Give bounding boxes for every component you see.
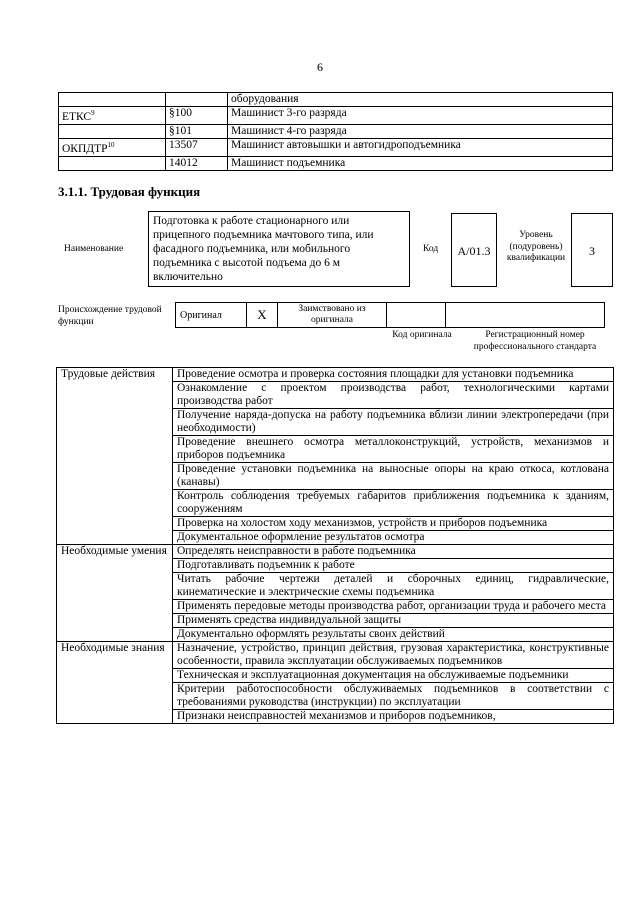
item-cell: Контроль соблюдения требуемых габаритов приближения подъемника к зданиям, сооружениям [173,490,614,517]
section-title: 3.1.1. Трудовая функция [58,184,201,199]
category-cell: Необходимые знания [57,642,173,724]
page-number: 6 [317,60,323,74]
function-code-box [451,213,497,287]
reg-number-label: Регистрационный номер профессионального стандарта [473,330,597,352]
name-label: Наименование [64,244,124,254]
table-cell: §100 [166,107,228,125]
item-cell: Критерии работоспособности обслуживаемых подъемников в соответствии с требованиями руководства (инструкции) по эксплуатации [173,683,614,710]
original-cell: Оригинал [176,303,247,328]
table-cell: §101 [166,124,228,138]
origin-label: Происхождение трудовой функции [58,305,162,327]
item-cell: Ознакомление с проектом производства работ, технологическими картами производства работ [173,382,614,409]
table-row [59,93,613,107]
code-label: Код [423,244,439,254]
qualifications-table [58,92,613,171]
table-row [59,107,613,125]
item-cell: Проведение установки подъемника на выносные опоры на краю откоса, котлована (канавы) [173,463,614,490]
function-details-table [56,367,614,724]
table-cell [166,93,228,107]
table-cell: Машинист автовышки и автогидроподъемника [228,138,613,156]
table-cell: ЕТКС$^9$ [59,107,166,125]
table-row [59,124,613,138]
item-cell: Проверка на холостом ходу механизмов, устройств и приборов подъемника [173,517,614,531]
item-cell: Документальное оформление результатов осмотра [173,531,614,545]
table-cell: Машинист подъемника [228,156,613,170]
table-cell [59,93,166,107]
table-row [59,156,613,170]
item-cell: Документально оформлять результаты своих действий [173,628,614,642]
function-code: A/01.3 [457,244,491,258]
table-row [57,642,614,669]
level-label: Уровень (подуровень) квалификации [506,230,566,263]
code-original-label: Код оригинала [392,330,452,340]
reg-number-cell [446,303,605,328]
level-value: 3 [589,244,595,258]
borrowed-cell: Заимствовано из оригинала [278,303,387,328]
table-row [57,545,614,559]
item-cell: Проведение внешнего осмотра металлоконструкций, устройств, механизмов и приборов подъемника [173,436,614,463]
item-cell: Читать рабочие чертежи деталей и сборочных единиц, гидравлические, кинематические и электрические схемы подъемника [173,573,614,600]
function-name: Подготовка к работе стационарного или прицепного подъемника мачтового типа, или фасадного подъемника, или мобильного подъемника с высотой подъема до 6 м включительно [148,211,410,287]
item-cell: Техническая и эксплуатационная документация на обслуживаемые подъемники [173,669,614,683]
table-cell: Машинист 3-го разряда [228,107,613,125]
item-cell: Определять неисправности в работе подъемника [173,545,614,559]
origin-table [175,302,605,328]
table-cell: 13507 [166,138,228,156]
original-mark: X [247,303,278,328]
table-cell: 14012 [166,156,228,170]
item-cell: Получение наряда-допуска на работу подъемника вблизи линии электропередачи (при необходимости) [173,409,614,436]
table-row [59,138,613,156]
table-cell [59,156,166,170]
code-original-cell [387,303,446,328]
item-cell: Применять средства индивидуальной защиты [173,614,614,628]
level-box [571,213,613,287]
table-cell [59,124,166,138]
table-cell: ОКПДТР$^{10}$ [59,138,166,156]
item-cell: Признаки неисправностей механизмов и приборов подъемников, [173,710,614,724]
item-cell: Применять передовые методы производства работ, организации труда и рабочего места [173,600,614,614]
item-cell: Подготавливать подъемник к работе [173,559,614,573]
item-cell: Назначение, устройство, принцип действия, грузовая характеристика, конструктивные особенности, правила эксплуатации обслуживаемых подъемников [173,642,614,669]
category-cell: Необходимые умения [57,545,173,642]
table-cell: оборудования [228,93,613,107]
table-row [176,303,605,328]
item-cell: Проведение осмотра и проверка состояния площадки для установки подъемника [173,368,614,382]
category-cell: Трудовые действия [57,368,173,545]
table-cell: Машинист 4-го разряда [228,124,613,138]
table-row [57,368,614,382]
